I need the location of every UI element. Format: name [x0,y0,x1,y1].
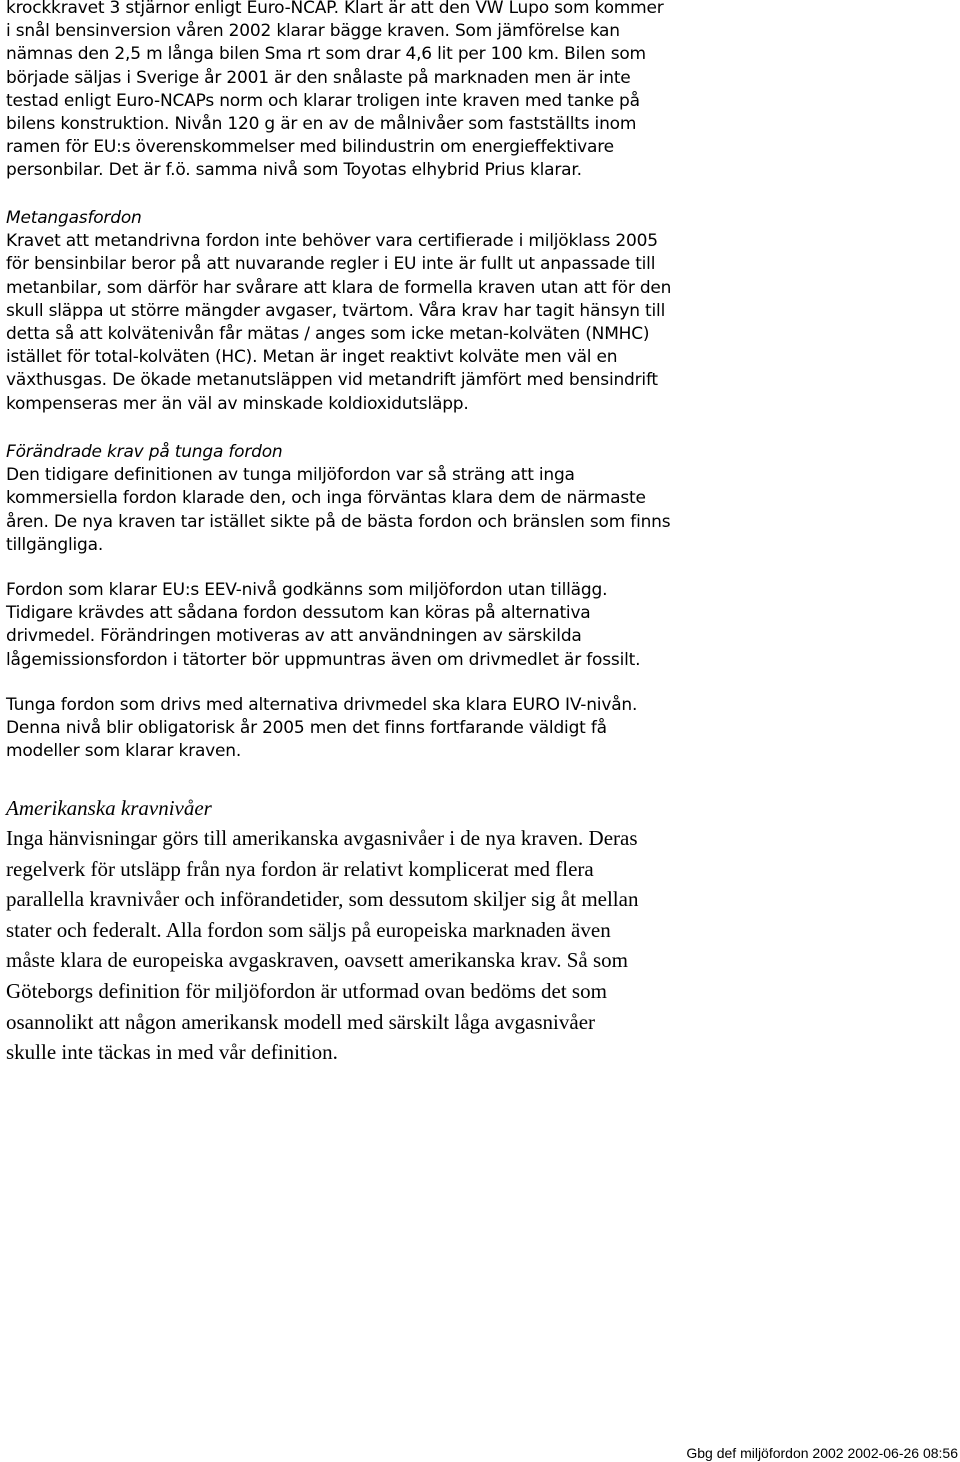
text-line: Fordon som klarar EU:s EEV-nivå godkänns som miljöfordon utan tillägg. [6,580,608,601]
text-line: Denna nivå blir obligatorisk år 2005 men det finns fortfarande väldigt få [6,718,607,739]
text-line: krockkravet 3 stjärnor enligt Euro-NCAP. Klart är att den VW Lupo som kommer [6,0,664,18]
text-line: metanbilar, som därför har svårare att klara de formella kraven utan att för den [6,277,672,298]
text-line: tillgängliga. [6,534,104,555]
section-heading: Amerikanska kravnivåer [6,796,212,820]
text-line: lågemissionsfordon i tätorter bör uppmuntras även om drivmedlet är fossilt. [6,649,641,670]
intro-paragraph [6,0,664,183]
text-line: Den tidigare definitionen av tunga miljöfordon var så sträng att inga [6,465,575,486]
text-line: bilens konstruktion. Nivån 120 g är en av de målnivåer som fastställts inom [6,114,637,135]
text-line: nämnas den 2,5 m långa bilen Sma rt som drar 4,6 lit per 100 km. Bilen som [6,44,646,65]
text-line: regelverk för utsläpp från nya fordon är relativt komplicerat med flera [6,856,594,881]
text-line: i snål bensinversion våren 2002 klarar bägge kraven. Som jämförelse kan [6,21,620,42]
paragraph [6,694,670,764]
text-line: parallella kravnivåer och införandetider, som dessutom skiljer sig åt mellan [6,887,639,912]
paragraph [6,579,670,672]
text-line: testad enligt Euro-NCAPs norm och klarar troligen inte kraven med tanke på [6,90,640,111]
page-footer: Gbg def miljöfordon 2002 2002-06-26 08:56 [686,1445,958,1461]
text-line: modeller som klarar kraven. [6,741,242,762]
text-line: Inga hänvisningar görs till amerikanska avgasnivåer i de nya kraven. Deras [6,826,638,850]
text-line: Göteborgs definition för miljöfordon är utformad ovan bedöms det som [6,978,607,1003]
text-line: växthusgas. De ökade metanutsläppen vid metandrift jämfört med bensindrift [6,370,658,391]
text-line: måste klara de europeiska avgaskraven, oavsett amerikanska krav. Så som [6,948,628,973]
text-line: Tunga fordon som drivs med alternativa drivmedel ska klara EURO IV-nivån. [6,694,638,715]
text-line: stater och federalt. Alla fordon som säljs på europeiska marknaden även [6,917,611,942]
text-line: osannolikt att någon amerikansk modell med särskilt låga avgasnivåer [6,1009,596,1034]
text-line: ramen för EU:s överenskommelser med bilindustrin om energieffektivare [6,137,614,158]
text-line: skulle inte täckas in med vår definition. [6,1040,338,1065]
text-line: personbilar. Det är f.ö. samma nivå som Toyotas elhybrid Prius klarar. [6,160,582,181]
amerikanska-section [6,793,638,1068]
metan-section [6,207,671,416]
section-heading: Metangasfordon [6,208,142,228]
text-line: kompenseras mer än väl av minskade koldioxidutsläpp. [6,393,469,414]
text-line: drivmedel. Förändringen motiveras av att användningen av särskilda [6,626,582,647]
text-line: Kravet att metandrivna fordon inte behöver vara certifierade i miljöklass 2005 [6,231,658,252]
text-line: för bensinbilar beror på att nuvarande regler i EU inte är fullt ut anpassade till [6,254,656,275]
section-heading: Förändrade krav på tunga fordon [6,442,283,462]
text-line: började säljas i Sverige år 2001 är den snålaste på marknaden men är inte [6,67,631,88]
text-line: Tidigare krävdes att sådana fordon dessutom kan köras på alternativa [6,603,591,624]
paragraph [6,464,670,557]
text-line: kommersiella fordon klarade den, och inga förväntas klara dem de närmaste [6,488,646,509]
text-line: istället för total-kolväten (HC). Metan är inget reaktivt kolväte men väl en [6,347,618,368]
text-line: detta så att kolvätenivån får mätas / anges som icke metan-kolväten (NMHC) [6,324,650,345]
text-line: åren. De nya kraven tar istället sikte på de bästa fordon och bränslen som finns [6,511,671,532]
text-line: skull släppa ut större mängder avgaser, tvärtom. Våra krav har tagit hänsyn till [6,300,666,321]
tunga-section [6,441,670,763]
